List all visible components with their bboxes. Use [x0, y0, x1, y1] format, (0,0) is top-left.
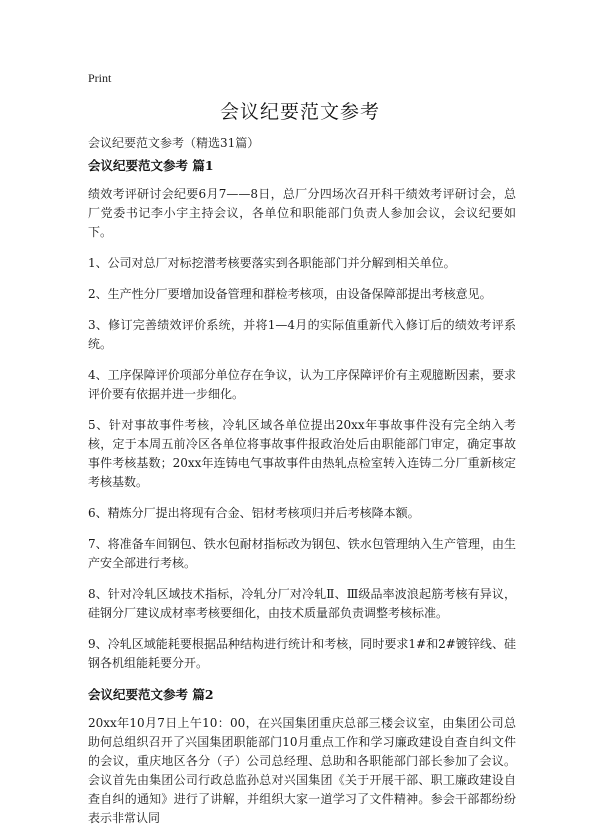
paragraph: 1、公司对总厂对标挖潜考核要落实到各职能部门并分解到相关单位。	[88, 256, 456, 270]
paragraph: 7、将准备车间钢包、铁水包耐材指标改为钢包、铁水包管理纳入生产管理，由生产安全部进行考核。	[88, 537, 516, 570]
paragraph: 3、修订完善绩效评价系统，并将1—4月的实际值重新代入修订后的绩效考评系统。	[88, 318, 516, 351]
section-heading: 会议纪要范文参考 篇1	[88, 158, 214, 173]
document-title: 会议纪要范文参考	[219, 101, 380, 123]
section-1	[88, 156, 516, 673]
paragraph: 9、冷轧区域能耗要根据品种结构进行统计和考核，同时要求1#和2#镀锌线、硅钢各机组能耗要分开。	[88, 637, 516, 670]
section-2	[88, 685, 516, 828]
paragraph: 6、精炼分厂提出将现有合金、铝材考核项归并后考核降本额。	[88, 506, 420, 520]
print-label: Print	[88, 71, 112, 85]
paragraph: 4、工序保障评价项部分单位存在争议，认为工序保障评价有主观臆断因素，要求评价要有依据并进一步细化。	[88, 368, 516, 401]
paragraph: 2、生产性分厂要增加设备管理和群检考核项，由设备保障部提出考核意见。	[88, 287, 492, 301]
paragraph: 5、针对事故事件考核，冷轧区域各单位提出20xx年事故事件没有完全纳入考核，定于本周五前冷区各单位将事故事件报政治处后由职能部门审定，确定事故事件考核基数；20xx年连铸电气事故事件由热轧点检室转入连铸二分厂重新核定考核基数。	[88, 418, 516, 489]
document-body	[88, 156, 516, 840]
document-subtitle: 会议纪要范文参考（精选31篇）	[88, 136, 260, 150]
paragraph: 8、针对冷轧区域技术指标，冷轧分厂对冷轧Ⅱ、Ⅲ级品率波浪起筋考核有异议，硅钢分厂建议成材率考核要细化，由技术质量部负责调整考核标准。	[88, 587, 516, 620]
paragraph: 20xx年10月7日上午10：00，在兴国集团重庆总部三楼会议室，由集团公司总助何总组织召开了兴国集团职能部门10月重点工作和学习廉政建设自查自纠文件的会议，重庆地区各分（子）公司总经理、总助和各职能部门部长参加了会议。会议首先由集团公司行政总监孙总对兴国集团《关于开展干部、职工廉政建设自查自纠的通知》进行了讲解，并组织大家一道学习了文件精神。参会干部都纷纷表示非常认同	[88, 716, 516, 825]
section-heading: 会议纪要范文参考 篇2	[88, 687, 214, 702]
paragraph: 绩效考评研讨会纪要6月7——8日，总厂分四场次召开科干绩效考评研讨会，总厂党委书记李小宇主持会议，各单位和职能部门负责人参加会议，会议纪要如下。	[88, 187, 516, 239]
